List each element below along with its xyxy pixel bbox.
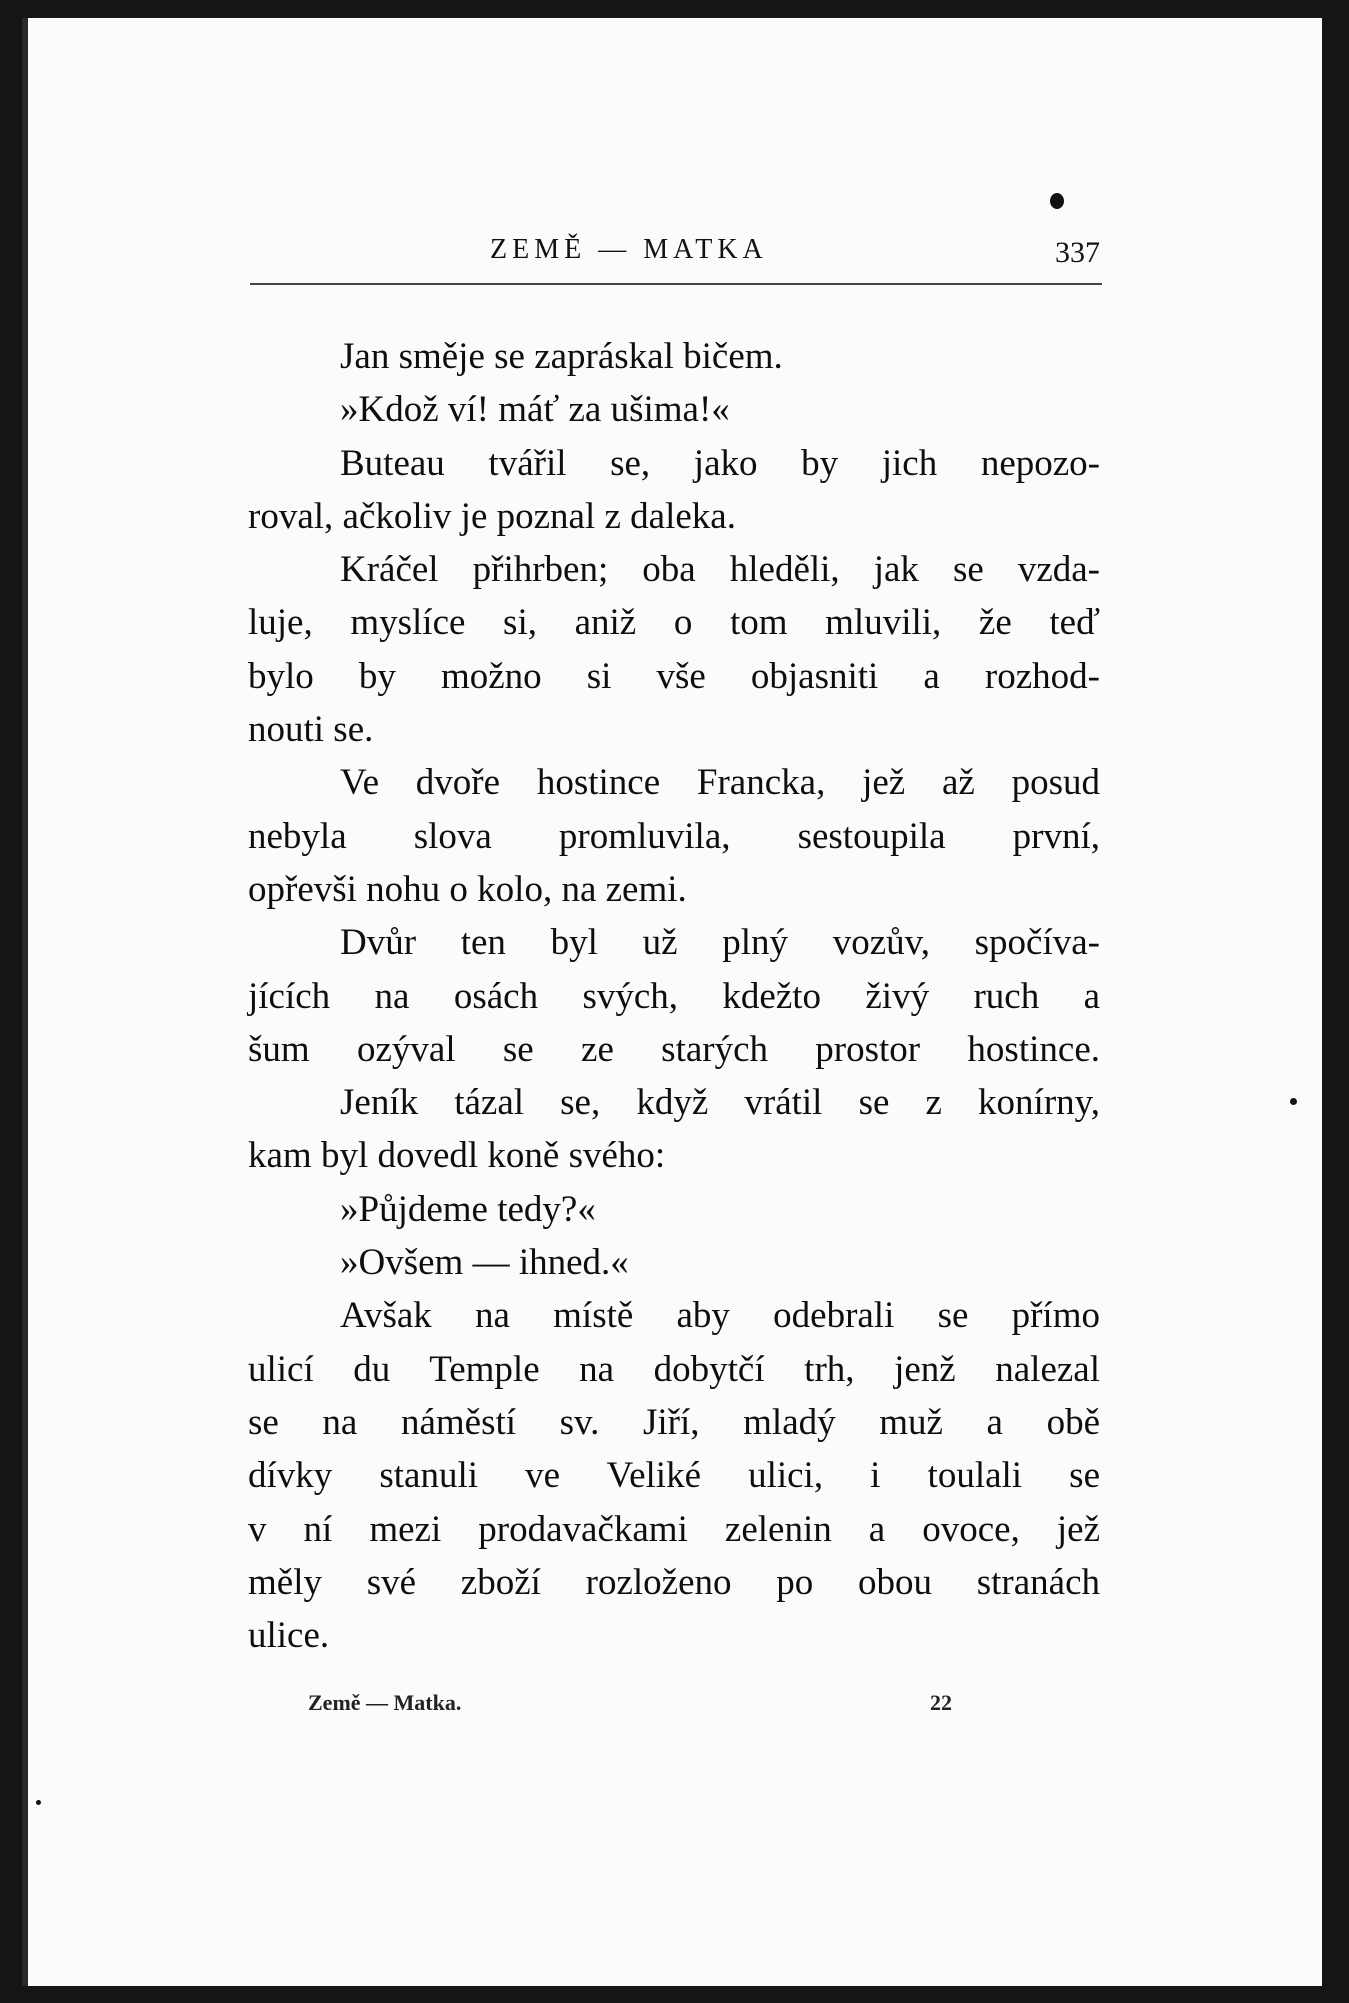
text-line: dívky stanuli ve Veliké ulici, i toulali se [248, 1455, 1100, 1497]
text-line: v ní mezi prodavačkami zelenin a ovoce, jež [248, 1508, 1100, 1550]
text-line: Avšak na místě aby odebrali se přímo [340, 1295, 1100, 1337]
text-line: jících na osách svých, kdežto živý ruch a [248, 975, 1100, 1017]
text-line: měly své zboží rozloženo po obou stranách [248, 1561, 1100, 1603]
text-line: Jan směje se zapráskal bičem. [340, 336, 783, 377]
text-line: roval, ačkoliv je poznal z daleka. [248, 495, 736, 537]
text-line: Buteau tvářil se, jako by jich nepozo- [340, 442, 1100, 484]
text-line: »Kdož ví! máť za ušima!« [340, 389, 730, 431]
text-line: šum ozýval se ze starých prostor hostince. [248, 1028, 1100, 1070]
text-line: Jeník tázal se, když vrátil se z konírny, [340, 1082, 1100, 1124]
ink-speck [36, 1800, 41, 1805]
text-line: Dvůr ten byl už plný vozův, spočíva- [340, 922, 1100, 964]
text-line: opřevši nohu o kolo, na zemi. [248, 868, 687, 910]
text-line: »Půjdeme tedy?« [340, 1188, 596, 1230]
running-head: ZEMĚ — MATKA [490, 234, 768, 265]
text-line: luje, myslíce si, aniž o tom mluvili, že teď [248, 602, 1100, 644]
ink-speck [1290, 1098, 1297, 1105]
signature-mark: 22 [930, 1690, 952, 1715]
text-line: nouti se. [248, 709, 374, 751]
page-number: 337 [1055, 236, 1100, 269]
text-line: bylo by možno si vše objasniti a rozhod- [248, 655, 1100, 697]
text-line: kam byl dovedl koně svého: [248, 1135, 666, 1177]
printer-signature: Země — Matka. [308, 1690, 462, 1715]
text-line: nebyla slova promluvila, sestoupila první, [248, 815, 1100, 857]
text-line: Ve dvoře hostince Francka, jež až posud [340, 762, 1100, 804]
header-rule [250, 283, 1102, 285]
text-line: se na náměstí sv. Jiří, mladý muž a obě [248, 1401, 1100, 1443]
text-line: Kráčel přihrben; oba hleděli, jak se vzda- [340, 549, 1100, 591]
text-line: ulice. [248, 1615, 330, 1657]
body-text [248, 330, 1100, 1662]
text-line: ulicí du Temple na dobytčí trh, jenž nalezal [248, 1348, 1100, 1390]
text-line: »Ovšem — ihned.« [340, 1242, 629, 1284]
page-header [250, 226, 1100, 276]
ink-speck [1050, 193, 1064, 209]
